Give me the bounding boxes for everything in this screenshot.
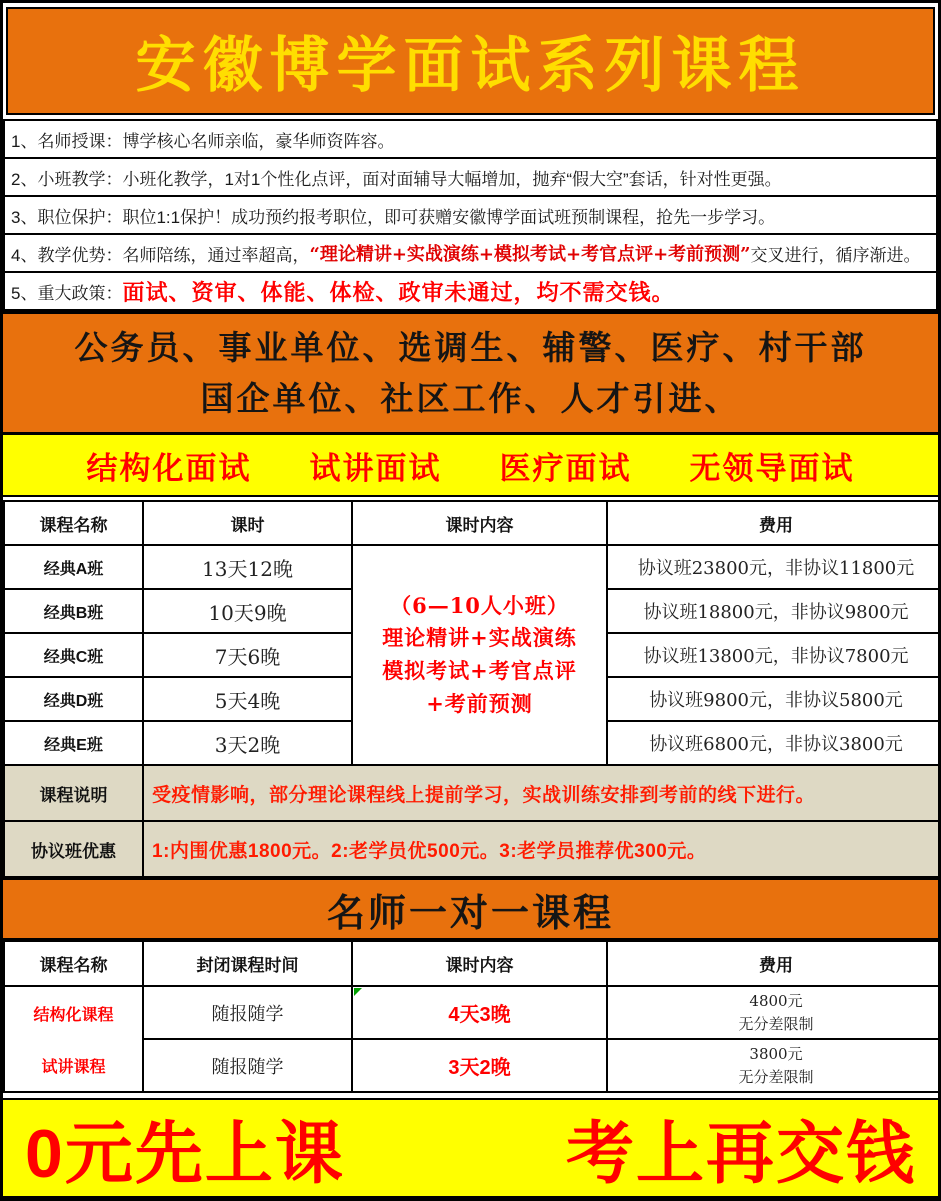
table-row [4, 986, 941, 1039]
header-course-name: 课程名称 [4, 501, 143, 545]
class-name: 经典B班 [4, 589, 143, 633]
feature-item-1 [3, 119, 938, 159]
course-schedule: 随报随学 [143, 986, 352, 1039]
type-leaderless: 无领导面试 [689, 450, 855, 486]
feature-text: 1、名师授课：博学核心名师亲临，豪华师资阵容。 [11, 131, 395, 151]
class-hours: 3天2晚 [143, 721, 352, 765]
class-fee: 协议班6800元，非协议3800元 [607, 721, 941, 765]
note-text: 1:内围优惠1800元。2:老学员优500元。3:老学员推荐优300元。 [143, 821, 941, 877]
feature-text: 3、职位保护：职位1:1保护！成功预约报考职位，即可获赠安徽博学面试班预制课程，抢先一步学习。 [11, 207, 776, 227]
course-table [3, 500, 941, 878]
course-schedule: 随报随学 [143, 1039, 352, 1092]
class-hours: 13天12晚 [143, 545, 352, 589]
one-on-one-banner [3, 878, 938, 940]
note-label: 课程说明 [4, 765, 143, 821]
content-line-1: （6—10人小班） [390, 592, 569, 618]
feature-list [3, 119, 938, 311]
course-hours [352, 986, 607, 1039]
fee-condition: 无分差限制 [738, 1014, 814, 1033]
content-line-2: 理论精讲+实战演练 [382, 625, 577, 651]
header-content: 课时内容 [352, 941, 607, 986]
course-content-cell [352, 545, 607, 765]
course-fee [607, 986, 941, 1039]
header-schedule: 封闭课程时间 [143, 941, 352, 986]
header-content: 课时内容 [352, 501, 607, 545]
feature-text: 交叉进行，循序渐进。 [750, 245, 921, 265]
fee-condition: 无分差限制 [738, 1067, 814, 1086]
class-fee: 协议班23800元，非协议11800元 [607, 545, 941, 589]
class-fee: 协议班9800元，非协议5800元 [607, 677, 941, 721]
page-title: 安徽博学面试系列课程 [135, 31, 806, 101]
audience-banner [3, 311, 938, 435]
green-corner-marker-icon [354, 988, 362, 996]
note-label: 协议班优惠 [4, 821, 143, 877]
class-fee: 协议班13800元，非协议7800元 [607, 633, 941, 677]
header-course-name: 课程名称 [4, 941, 143, 986]
footer-slogan-right: 考上再交钱 [565, 1115, 916, 1192]
discount-note-row [4, 821, 941, 877]
class-hours: 10天9晚 [143, 589, 352, 633]
feature-item-5 [3, 271, 938, 311]
course-name-lecture: 试讲课程 [41, 1058, 106, 1076]
note-text: 受疫情影响，部分理论课程线上提前学习，实战训练安排到考前的线下进行。 [143, 765, 941, 821]
footer-banner [3, 1098, 938, 1198]
fee-amount: 4800元 [749, 992, 803, 1010]
fee-amount: 3800元 [749, 1045, 803, 1063]
feature-highlight: 面试、资审、体能、体检、政审未通过，均不需交钱。 [122, 279, 675, 306]
class-fee: 协议班18800元，非协议9800元 [607, 589, 941, 633]
footer-slogan-left: 0元先上课 [25, 1115, 345, 1192]
title-banner [6, 7, 935, 115]
table-header-row [4, 501, 941, 545]
feature-text: 2、小班教学：小班化教学，1对1个性化点评，面对面辅导大幅增加，抛弃“假大空”套话，针对性更强。 [11, 169, 782, 189]
type-medical: 医疗面试 [499, 450, 632, 486]
course-hours [352, 1039, 607, 1092]
course-note-row [4, 765, 941, 821]
feature-text: 4、教学优势：名师陪练，通过率超高， [11, 245, 310, 265]
feature-highlight: “理论精讲+实战演练+模拟考试+考官点评+考前预测” [309, 244, 751, 265]
table-row [4, 545, 941, 589]
course-hours-text: 3天2晚 [448, 1057, 511, 1079]
table-header-row [4, 941, 941, 986]
feature-item-3 [3, 195, 938, 235]
course-hours-text: 4天3晚 [448, 1004, 511, 1026]
interview-types-banner [3, 435, 938, 497]
course-fee [607, 1039, 941, 1092]
class-name: 经典A班 [4, 545, 143, 589]
feature-item-4 [3, 233, 938, 273]
header-hours: 课时 [143, 501, 352, 545]
class-name: 经典E班 [4, 721, 143, 765]
feature-text: 5、重大政策： [11, 283, 123, 303]
audience-line-2: 国企单位、社区工作、人才引进、 [200, 380, 741, 417]
type-structured: 结构化面试 [86, 450, 252, 486]
table-row [4, 1039, 941, 1092]
course-name-structured: 结构化课程 [33, 1006, 114, 1024]
audience-line-1: 公务员、事业单位、选调生、辅警、医疗、村干部 [74, 328, 867, 366]
class-name: 经典C班 [4, 633, 143, 677]
one-on-one-table [3, 940, 941, 1093]
feature-item-2 [3, 157, 938, 197]
course-names-cell [4, 986, 143, 1092]
class-name: 经典D班 [4, 677, 143, 721]
header-fee: 费用 [607, 501, 941, 545]
one-on-one-title: 名师一对一课程 [326, 892, 614, 935]
content-line-4: +考前预测 [426, 690, 533, 716]
class-hours: 5天4晚 [143, 677, 352, 721]
content-line-3: 模拟考试+考官点评 [382, 658, 577, 683]
class-hours: 7天6晚 [143, 633, 352, 677]
header-fee: 费用 [607, 941, 941, 986]
type-lecture: 试讲面试 [309, 450, 442, 486]
